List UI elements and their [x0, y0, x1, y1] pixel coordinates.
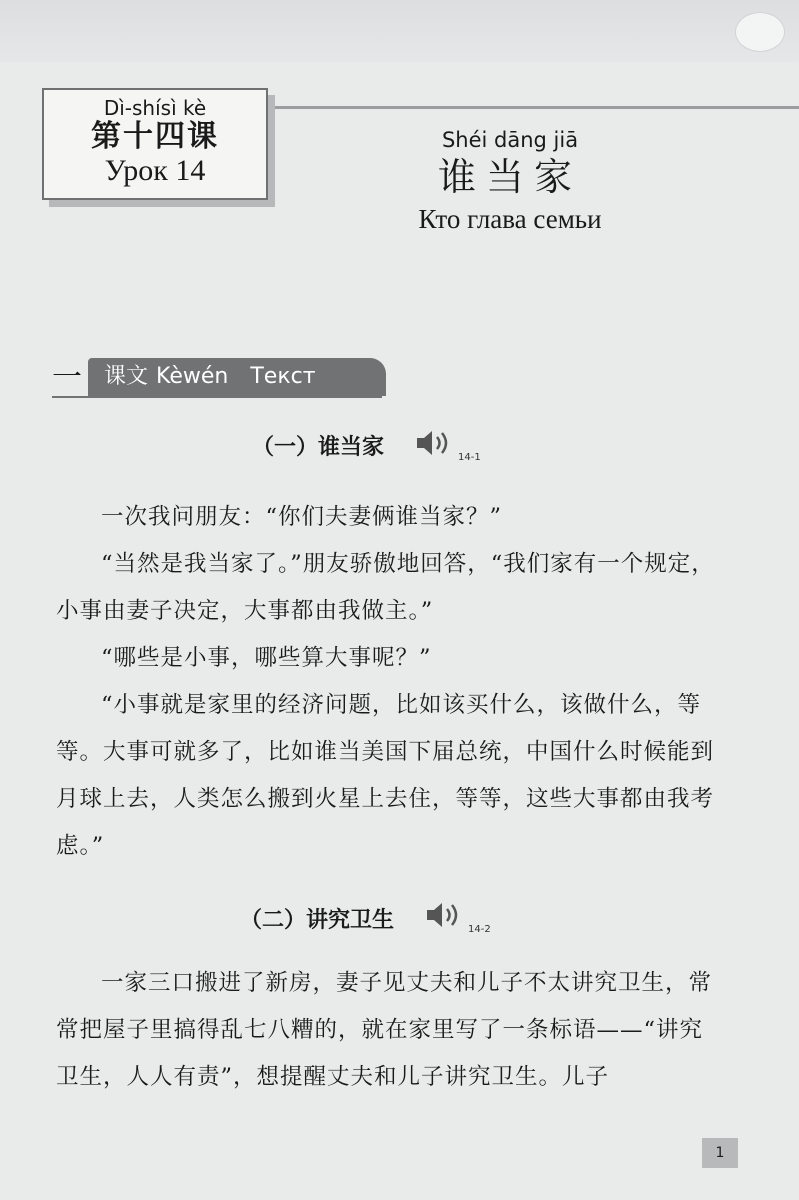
part1-text — [56, 494, 716, 870]
audio-track-number: 14-1 — [458, 452, 481, 463]
section-number: 一 — [52, 360, 82, 395]
title-chinese: 谁当家 — [437, 155, 582, 199]
speaker-icon[interactable] — [424, 898, 464, 932]
lesson-chinese: 第十四课 — [91, 119, 219, 154]
book-logo — [735, 12, 785, 52]
paragraph: “小事就是家里的经济问题，比如该买什么，该做什么，等等。大事可就多了，比如谁当美国下届总统，中国什么时候能到月球上去，人类怎么搬到火星上去住，等等，这些大事都由我考虑。” — [56, 692, 715, 859]
lesson-box — [42, 88, 268, 200]
title-pinyin: Shéi dāng jiā — [441, 128, 579, 152]
page-number: 1 — [702, 1138, 738, 1168]
part2-text — [56, 960, 716, 1101]
section-tab — [88, 358, 386, 396]
audio-track-number: 14-2 — [468, 924, 491, 935]
paragraph: 一家三口搬进了新房，妻子见丈夫和儿子不太讲究卫生，常常把屋子里搞得乱七八糟的，就在家里写了一条标语——“讲究卫生，人人有责”，想提醒丈夫和儿子讲究卫生。儿子 — [56, 970, 713, 1090]
paragraph: 一次我问朋友：“你们夫妻俩谁当家？” — [101, 504, 503, 530]
section-label-pinyin: Kèwén — [156, 364, 229, 389]
part2-title: （二）讲究卫生 — [240, 908, 395, 933]
header-strip — [0, 0, 799, 62]
paragraph: “哪些是小事，哪些算大事呢？” — [101, 645, 432, 671]
lesson-pinyin: Dì-shísì kè — [103, 96, 207, 120]
lesson-russian: Урок 14 — [104, 154, 206, 187]
section-underline — [52, 396, 382, 398]
speaker-icon[interactable] — [414, 426, 454, 460]
lesson-title — [300, 128, 720, 235]
part1-title: （一）谁当家 — [252, 435, 385, 460]
title-russian: Кто глава семьи — [418, 204, 602, 234]
section-label-cn: 课文 — [104, 364, 149, 389]
section-label-ru: Текст — [250, 364, 316, 389]
paragraph: “当然是我当家了。”朋友骄傲地回答，“我们家有一个规定，小事由妻子决定，大事都由我做主。” — [56, 551, 715, 624]
